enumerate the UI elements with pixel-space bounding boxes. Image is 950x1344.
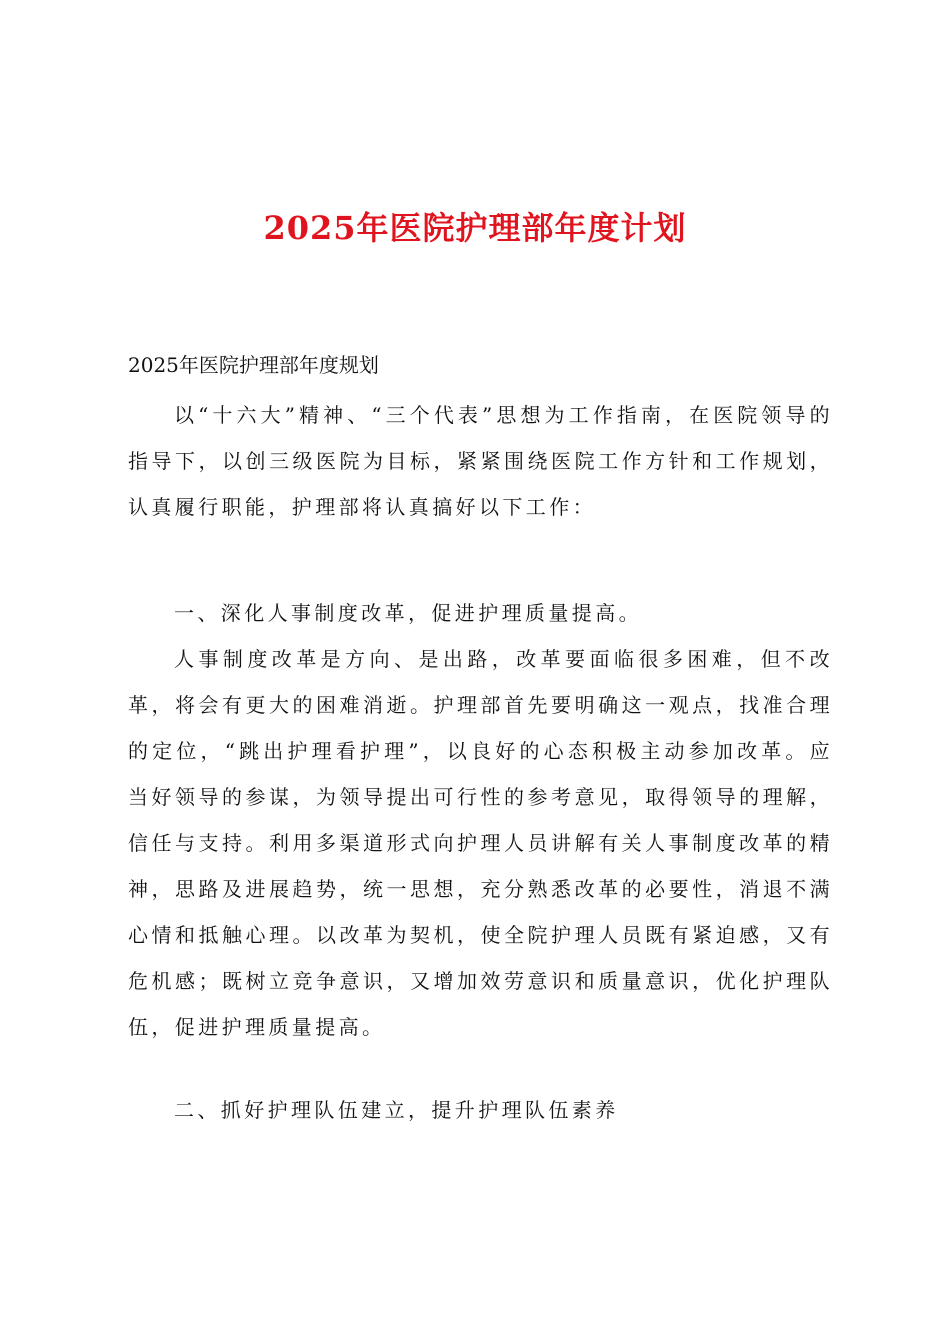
section-2-heading: 二、抓好护理队伍建立，提升护理队伍素养 <box>174 1098 619 1122</box>
document-subtitle: 2025年医院护理部年度规划 <box>128 353 379 377</box>
document-title: 2025年医院护理部年度计划 <box>263 209 687 247</box>
section-1-heading: 一、深化人事制度改革，促进护理质量提高。 <box>174 601 642 625</box>
intro-paragraph: 以“十六大”精神、“三个代表”思想为工作指南，在医院领导的指导下，以创三级医院为目标，紧紧围绕医院工作方针和工作规划，认真履行职能，护理部将认真搞好以下工作： <box>128 403 833 519</box>
section-1-paragraph: 人事制度改革是方向、是出路，改革要面临很多困难，但不改革，将会有更大的困难消逝。护理部首先要明确这一观点，找准合理的定位，“跳出护理看护理”，以良好的心态积极主动参加改革。应当好领导的参谋，为领导提出可行性的参考意见，取得领导的理解，信任与支持。利用多渠道形式向护理人员讲解有关人事制度改革的精神，思路及进展趋势，统一思想，充分熟悉改革的必要性，消退不满心情和抵触心理。以改革为契机，使全院护理人员既有紧迫感，又有危机感；既树立竞争意识，又增加效劳意识和质量意识，优化护理队伍，促进护理质量提高。 <box>128 647 833 1039</box>
